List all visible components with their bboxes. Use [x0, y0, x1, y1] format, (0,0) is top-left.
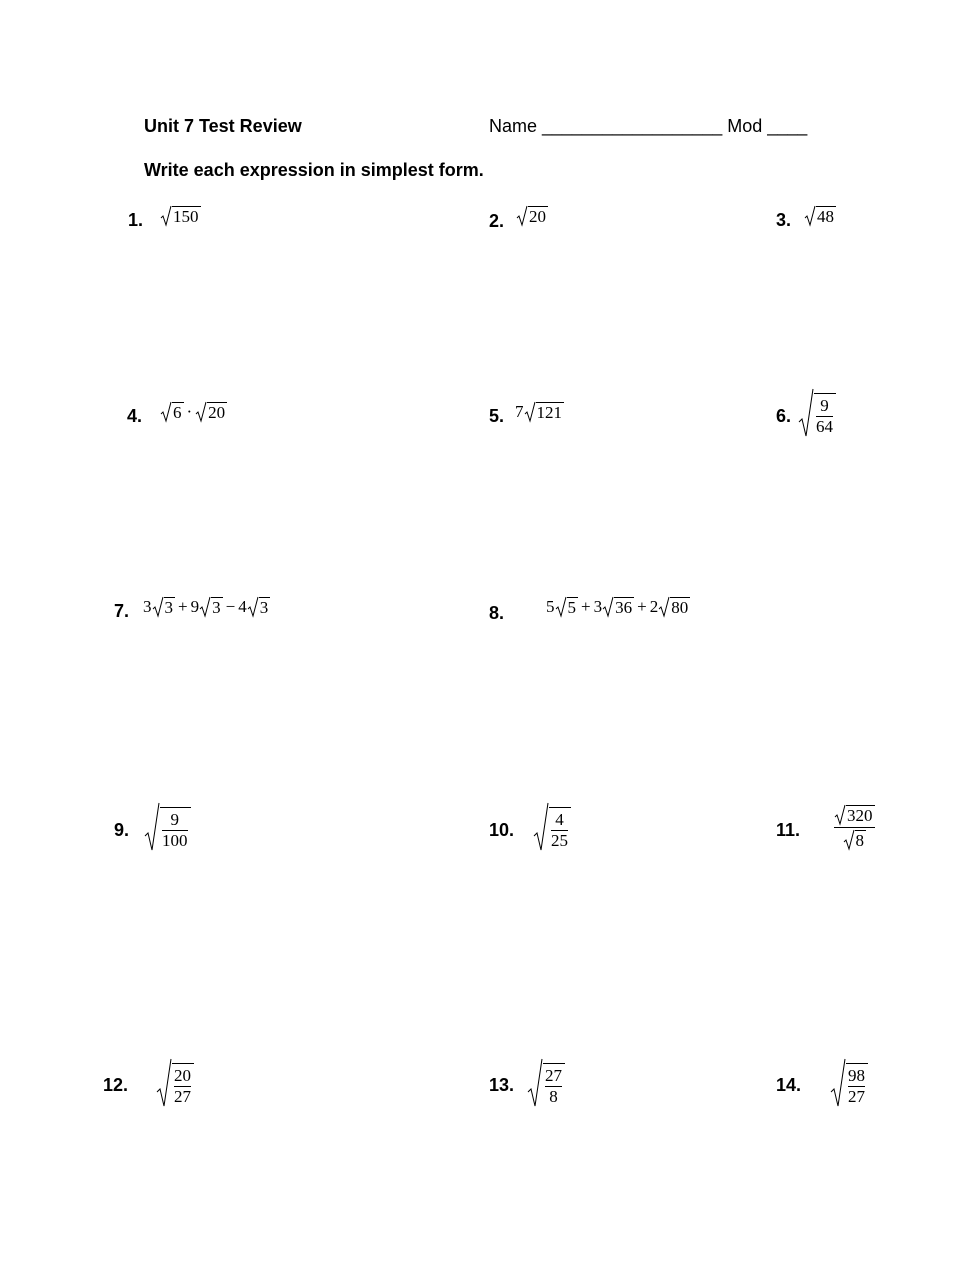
- numerator: 320: [847, 806, 873, 826]
- math-expression: [798, 388, 836, 438]
- radicand: 80: [671, 598, 689, 618]
- radicand: 3: [212, 598, 221, 618]
- multiply-dot: ·: [186, 402, 193, 421]
- coefficient: 9: [190, 597, 200, 616]
- numerator: 98: [848, 1066, 865, 1086]
- problem-number: 10.: [489, 820, 515, 840]
- numerator: 20: [174, 1066, 191, 1086]
- coefficient: 5: [546, 597, 555, 616]
- numerator: 4: [555, 810, 564, 830]
- problem-number: 4.: [127, 406, 143, 426]
- math-expression: [546, 596, 690, 618]
- problem-number: 11.: [776, 820, 801, 840]
- operator: −: [225, 597, 236, 616]
- math-expression: [515, 401, 564, 423]
- problem-number: 3.: [776, 210, 792, 230]
- worksheet-title: Unit 7 Test Review: [144, 116, 302, 136]
- instructions: Write each expression in simplest form.: [144, 160, 484, 180]
- radicand: 121: [536, 403, 562, 423]
- problem-number: 7.: [114, 601, 130, 621]
- problem-number: 12.: [103, 1075, 129, 1095]
- radicand: 150: [173, 207, 199, 227]
- coefficient: 4: [238, 597, 247, 616]
- denominator: 27: [174, 1087, 191, 1107]
- radicand: 3: [259, 598, 269, 618]
- math-expression: [156, 1058, 194, 1108]
- math-expression: [830, 1058, 868, 1108]
- numerator: 27: [545, 1066, 562, 1086]
- problem-number: 1.: [128, 210, 144, 230]
- math-expression: [160, 205, 201, 227]
- problem-number: 6.: [776, 406, 792, 426]
- denominator: 8: [549, 1087, 558, 1107]
- radicand: 20: [208, 403, 226, 423]
- radicand: 36: [615, 598, 633, 618]
- radicand: 3: [164, 598, 173, 618]
- math-expression: [527, 1058, 565, 1108]
- math-expression: [804, 205, 836, 227]
- operator: +: [178, 597, 188, 616]
- operator: +: [637, 597, 647, 616]
- coefficient: 3: [593, 597, 603, 616]
- radicand: 5: [567, 598, 576, 618]
- math-expression: [516, 205, 548, 227]
- denominator: 27: [848, 1087, 865, 1107]
- problem-number: 5.: [489, 406, 505, 426]
- problem-number: 2.: [489, 211, 505, 231]
- denominator: 100: [162, 831, 188, 851]
- radicand: 6: [173, 403, 182, 423]
- coefficient: 3: [143, 597, 152, 616]
- problem-number: 9.: [114, 820, 130, 840]
- radicand: 48: [817, 207, 834, 227]
- numerator: 9: [820, 396, 829, 416]
- radicand: 20: [529, 207, 546, 227]
- math-expression: [533, 802, 571, 852]
- problem-number: 14.: [776, 1075, 802, 1095]
- problem-number: 8.: [489, 603, 505, 623]
- denominator: 8: [855, 831, 864, 851]
- problem-number: 13.: [489, 1075, 515, 1095]
- denominator: 25: [551, 831, 568, 851]
- operator: +: [581, 597, 591, 616]
- numerator: 9: [170, 810, 179, 830]
- coefficient: 7: [515, 402, 524, 421]
- math-expression: [144, 802, 191, 852]
- denominator: 64: [816, 417, 833, 437]
- math-expression: [143, 596, 270, 618]
- math-expression: [160, 401, 227, 423]
- name-mod-line: Name __________________ Mod ____: [489, 116, 808, 136]
- coefficient: 2: [649, 597, 659, 616]
- math-expression: [834, 804, 875, 851]
